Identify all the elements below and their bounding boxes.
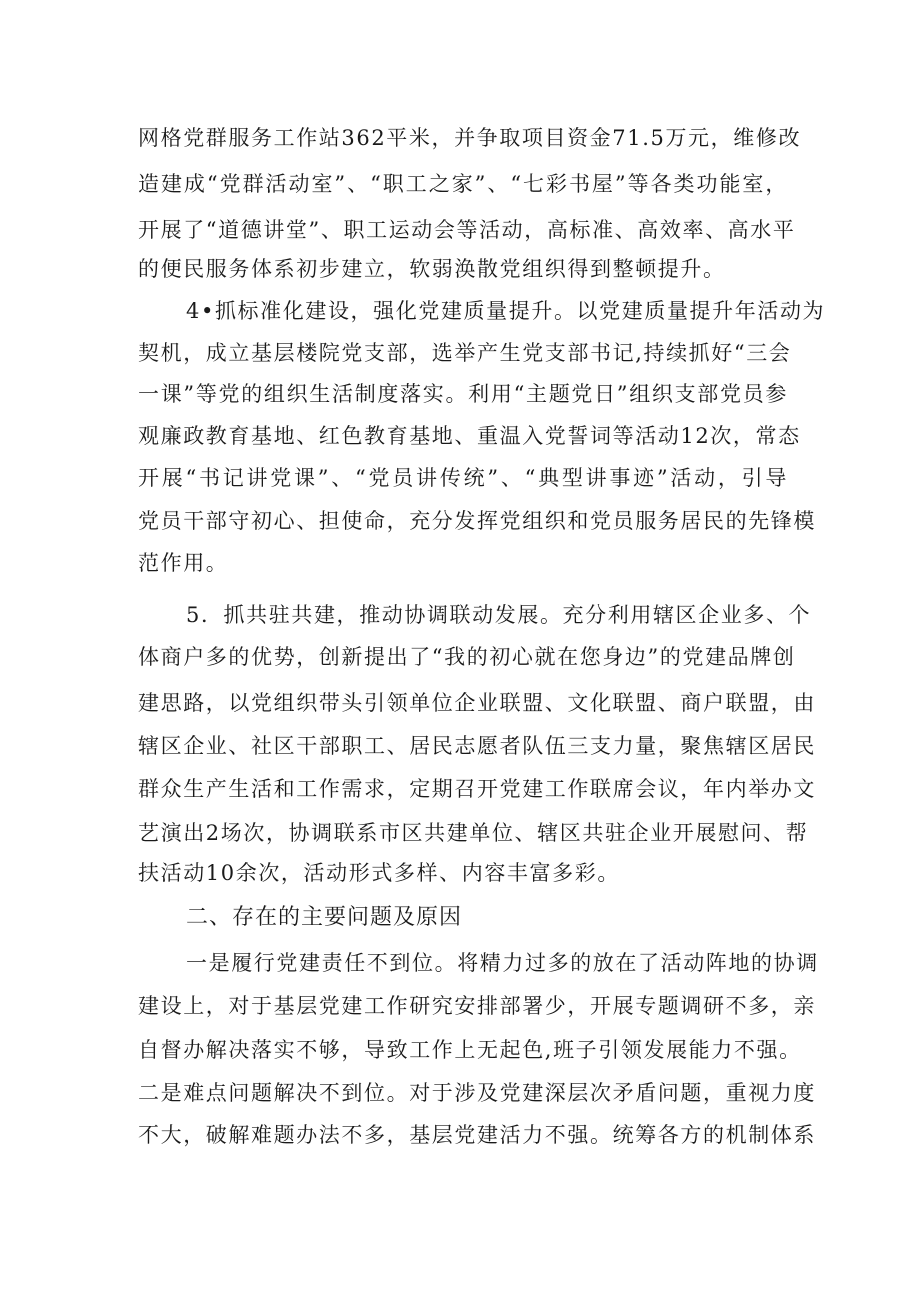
paragraph-line: 体商户多的优势，创新提出了“我的初心就在您身边”的党建品牌创 <box>138 645 796 669</box>
paragraph-line: 5．抓共驻共建，推动协调联动发展。充分利用辖区企业多、个 <box>186 603 812 627</box>
paragraph-line: 一课”等党的组织生活制度落实。利用“主题党日”组织支部党员参 <box>138 382 788 406</box>
paragraph-line: 扶活动10余次，活动形式多样、内容丰富多彩。 <box>138 861 620 885</box>
paragraph-line: 自督办解决落实不够，导致工作上无起色,班子引领发展能力不强。 <box>138 1038 802 1062</box>
paragraph-line: 造建成“党群活动室”、“职工之家”、“七彩书屋”等各类功能室， <box>138 172 788 196</box>
paragraph-line: 4•抓标准化建设，强化党建质量提升。以党建质量提升年活动为 <box>186 299 826 323</box>
paragraph-line: 不大，破解难题办法不多，基层党建活力不强。统筹各方的机制体系 <box>138 1123 816 1147</box>
paragraph-line: 契机，成立基层楼院党支部，选举产生党支部书记,持续抓好“三会 <box>138 341 792 365</box>
paragraph-line: 开展了“道德讲堂”、职工运动会等活动，高标准、高效率、高水平 <box>138 218 796 242</box>
paragraph-line: 观廉政教育基地、红色教育基地、重温入党誓词等活动12次，常态 <box>138 424 801 448</box>
paragraph-line: 范作用。 <box>138 551 229 575</box>
paragraph-line: 一是履行党建责任不到位。将精力过多的放在了活动阵地的协调 <box>186 951 819 975</box>
paragraph-line: 群众生产生活和工作需求，定期召开党建工作联席会议，年内举办文 <box>138 777 816 801</box>
section-heading: 二、存在的主要问题及原因 <box>186 905 463 930</box>
paragraph-line: 网格党群服务工作站362平米，并争取项目资金71.5万元，维修改 <box>138 126 802 150</box>
paragraph-line: 二是难点问题解决不到位。对于涉及党建深层次矛盾问题，重视力度 <box>138 1081 816 1105</box>
paragraph-line: 艺演出2场次，协调联系市区共建单位、辖区共驻企业开展慰问、帮 <box>138 821 809 845</box>
paragraph-line: 开展“书记讲党课”、“党员讲传统”、“典型讲事迹”活动，引导 <box>138 466 788 490</box>
paragraph-line: 辖区企业、社区干部职工、居民志愿者队伍三支力量，聚焦辖区居民 <box>138 734 816 758</box>
paragraph-line: 的便民服务体系初步建立，软弱涣散党组织得到整顿提升。 <box>138 257 726 281</box>
paragraph-line: 党员干部守初心、担使命，充分发挥党组织和党员服务居民的先锋模 <box>138 509 816 533</box>
paragraph-line: 建思路，以党组织带头引领单位企业联盟、文化联盟、商户联盟，由 <box>138 691 816 715</box>
paragraph-line: 建设上，对于基层党建工作研究安排部署少，开展专题调研不多，亲 <box>138 994 816 1018</box>
